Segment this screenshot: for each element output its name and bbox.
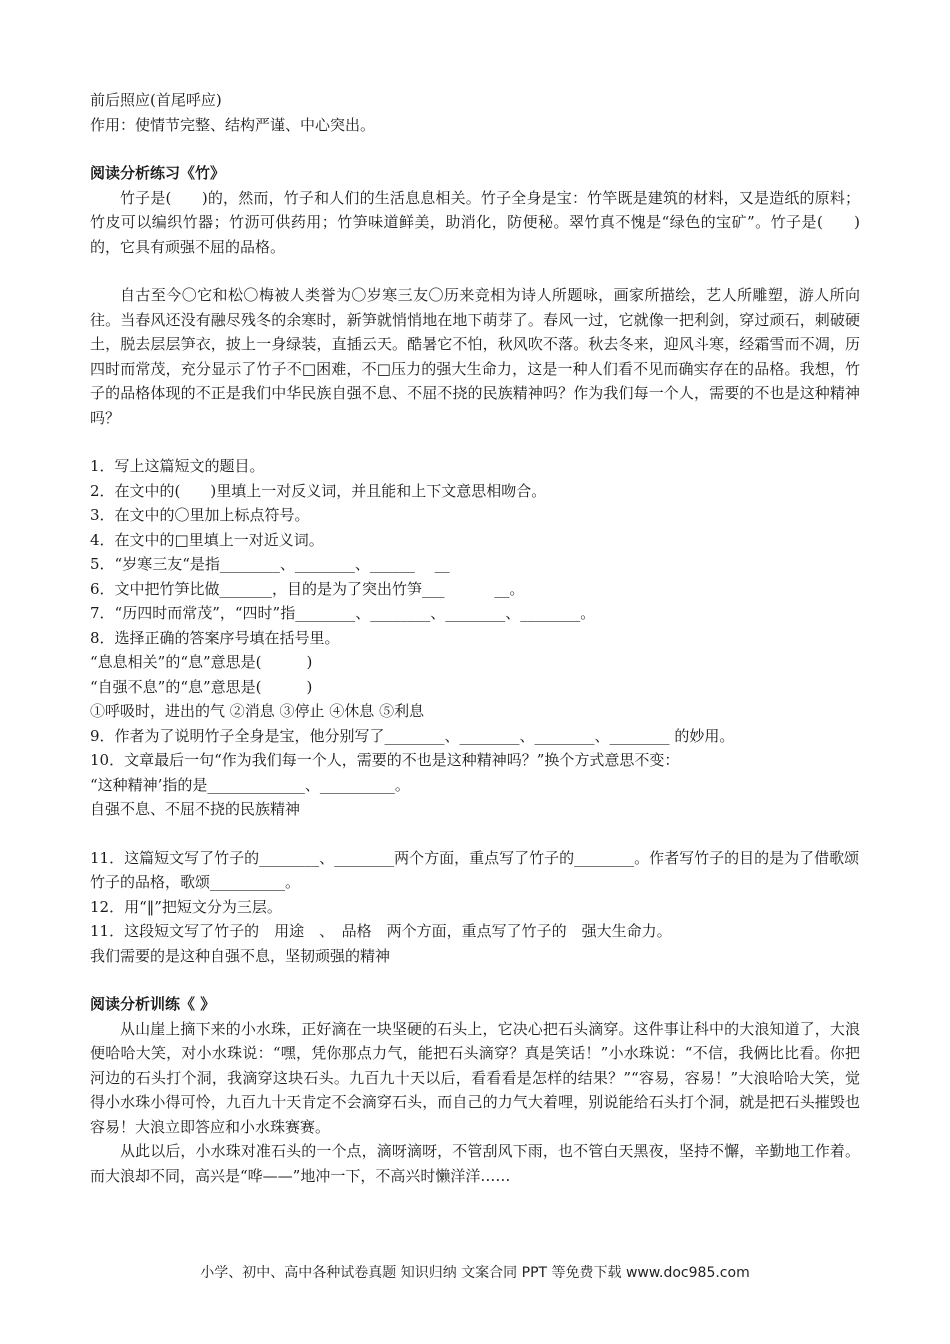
- footer-watermark-text: 小学、初中、高中各种试卷真题 知识归纳 文案合同 PPT 等免费下载 www.doc985.com: [200, 1265, 750, 1281]
- document-page: [90, 88, 860, 1188]
- question-1: 1．写上这篇短文的题目。: [90, 457, 265, 475]
- question-8: 8．选择正确的答案序号填在括号里。: [90, 628, 340, 647]
- question-7: 7．“历四时而常茂”，“四时”指________、________、________、________。: [90, 604, 596, 622]
- section2-paragraph-2: 从此以后，小水珠对准石头的一个点，滴呀滴呀，不管刮风下雨，也不管白天黑夜，坚持不懈，辛勤地工作着。而大浪却不同，高兴是“哗——”地冲一下，不高兴时懒洋洋……: [90, 1142, 860, 1185]
- question-11: 11．这篇短文写了竹子的________、________两个方面，重点写了竹子的________。作者写竹子的目的是为了借歌颂竹子的品格，歌颂__________。: [90, 848, 860, 891]
- closing-answer: 我们需要的是这种自强不息，坚韧顽强的精神: [90, 946, 391, 965]
- question-9: 9．作者为了说明竹子全身是宝，他分别写了________、________、________、________ 的妙用。: [90, 726, 735, 745]
- question-8-item-b: “自强不息”的“息”意思是( ): [90, 677, 313, 696]
- question-6: 6．文中把竹笋比做_______，目的是为了突出竹笋___ __。: [90, 579, 525, 598]
- question-10-answer: 自强不息、不屈不挠的民族精神: [90, 800, 301, 818]
- section2-paragraph-1: 从山崖上摘下来的小水珠，正好滴在一块坚硬的石头上，它决心把石头滴穿。这件事让科中的大浪知道了，大浪便哈哈大笑，对小水珠说：“嘿，凭你那点力气，能把石头滴穿？真是笑话！”小水珠说：“不信，我俩比比看。你把河边的石头打个洞，我滴穿这块石头。九百九十天以后，看看看是怎样的结果？”“容易，容易！”大浪哈哈大笑，觉得小水珠小得可怜，九百九十天肯定不会滴穿石头，而自己的力气大着哩，别说能给石头打个洞，就是把石头摧毁也容易！大浪立即答应和小水珠赛赛。: [90, 1019, 860, 1136]
- question-2: 2．在文中的( )里填上一对反义词，并且能和上下文意思相吻合。: [90, 481, 547, 500]
- intro-line-2: 作用：使情节完整、结构严谨、中心突出。: [90, 115, 376, 134]
- question-8-item-a: “息息相关”的“息”意思是( ): [90, 653, 313, 671]
- question-11-answer: 11．这段短文写了竹子的 用途 、 品格 两个方面，重点写了竹子的 强大生命力。: [90, 922, 672, 940]
- section1-heading: 阅读分析练习《竹》: [90, 164, 226, 182]
- section2-heading: 阅读分析训练《 》: [90, 995, 216, 1013]
- question-10-blank: “这种精神’指的是_____________、__________。: [90, 775, 410, 794]
- question-5: 5．“岁寒三友“是指________、________、______ __: [90, 555, 450, 573]
- section1-paragraph-1: 竹子是( )的，然而，竹子和人们的生活息息相关。竹子全身是宝：竹竿既是建筑的材料，又是造纸的原料；竹皮可以编织竹器；竹沥可供药用；竹笋味道鲜美，助消化，防便秘。翠竹真不愧是“绿色的宝矿”。竹子是( )的，它具有顽强不屈的品格。: [90, 188, 860, 256]
- question-10: 10．文章最后一句“作为我们每一个人，需要的不也是这种精神吗？”换个方式意思不变：: [90, 751, 680, 769]
- question-3: 3．在文中的〇里加上标点符号。: [90, 506, 310, 524]
- question-8-options: ①呼吸时，进出的气 ②消息 ③停止 ④休息 ⑤利息: [90, 702, 425, 720]
- question-12: 12．用“‖”把短文分为三层。: [90, 897, 282, 916]
- intro-line-1: 前后照应(首尾呼应): [90, 91, 222, 109]
- question-4: 4．在文中的□里填上一对近义词。: [90, 530, 324, 549]
- section1-paragraph-2: 自古至今〇它和松〇梅被人类誉为〇岁寒三友〇历来竞相为诗人所题咏，画家所描绘，艺人所雕塑，游人所向往。当春风还没有融尽残冬的余寒时，新笋就悄悄地在地下萌芽了。春风一过，它就像一把利剑，穿过顽石，刺破硬土，脱去层层笋衣，披上一身绿装，直插云天。酷暑它不怕，秋风吹不落。秋去冬来，迎风斗寒，经霜雪而不凋，历四时而常茂，充分显示了竹子不□困难，不□压力的强大生命力，这是一种人们看不见而确实存在的品格。我想，竹子的品格体现的不正是我们中华民族自强不息、不屈不挠的民族精神吗？作为我们每一个人，需要的不也是这种精神吗？: [90, 286, 860, 427]
